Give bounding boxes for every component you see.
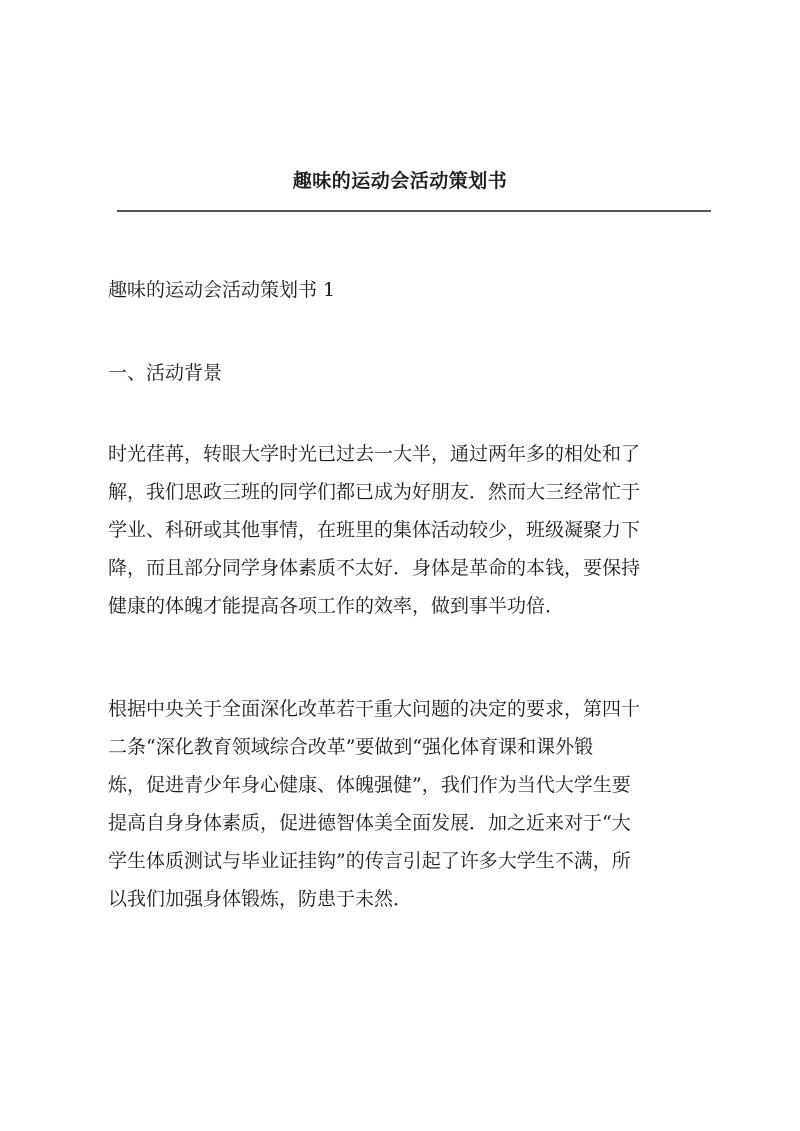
document-subtitle: 趣味的运动会活动策划书 1 <box>108 279 336 301</box>
paragraph-line: 降，而且部分同学身体素质不太好．身体是革命的本钱，要保持 <box>108 557 641 579</box>
paragraph-line: 以我们加强身体锻炼，防患于未然． <box>108 888 413 910</box>
document-title: 趣味的运动会活动策划书 <box>292 170 508 192</box>
paragraph-line: 根据中央关于全面深化改革若干重大问题的决定的要求，第四十 <box>108 698 641 720</box>
paragraph-line: 时光荏苒，转眼大学时光已过去一大半，通过两年多的相处和了 <box>108 443 641 465</box>
paragraph-line: 提高自身身体素质，促进德智体美全面发展．加之近来对于“大 <box>108 812 631 834</box>
paragraph-background <box>108 435 708 625</box>
paragraph-line: 解，我们思政三班的同学们都已成为好朋友．然而大三经常忙于 <box>108 481 641 503</box>
paragraph-line: 炼，促进青少年身心健康、体魄强健”，我们作为当代大学生要 <box>108 774 631 796</box>
paragraph-line: 学业、科研或其他事情，在班里的集体活动较少，班级凝聚力下 <box>108 519 641 541</box>
paragraph-line: 健康的体魄才能提高各项工作的效率，做到事半功倍． <box>108 595 565 617</box>
paragraph-policy <box>108 690 708 918</box>
title-divider <box>117 210 711 212</box>
paragraph-line: 二条“深化教育领域综合改革”要做到“强化体育课和课外锻 <box>108 736 594 758</box>
paragraph-line: 学生体质测试与毕业证挂钩”的传言引起了许多大学生不满，所 <box>108 850 631 872</box>
section-heading: 一、活动背景 <box>108 362 223 384</box>
